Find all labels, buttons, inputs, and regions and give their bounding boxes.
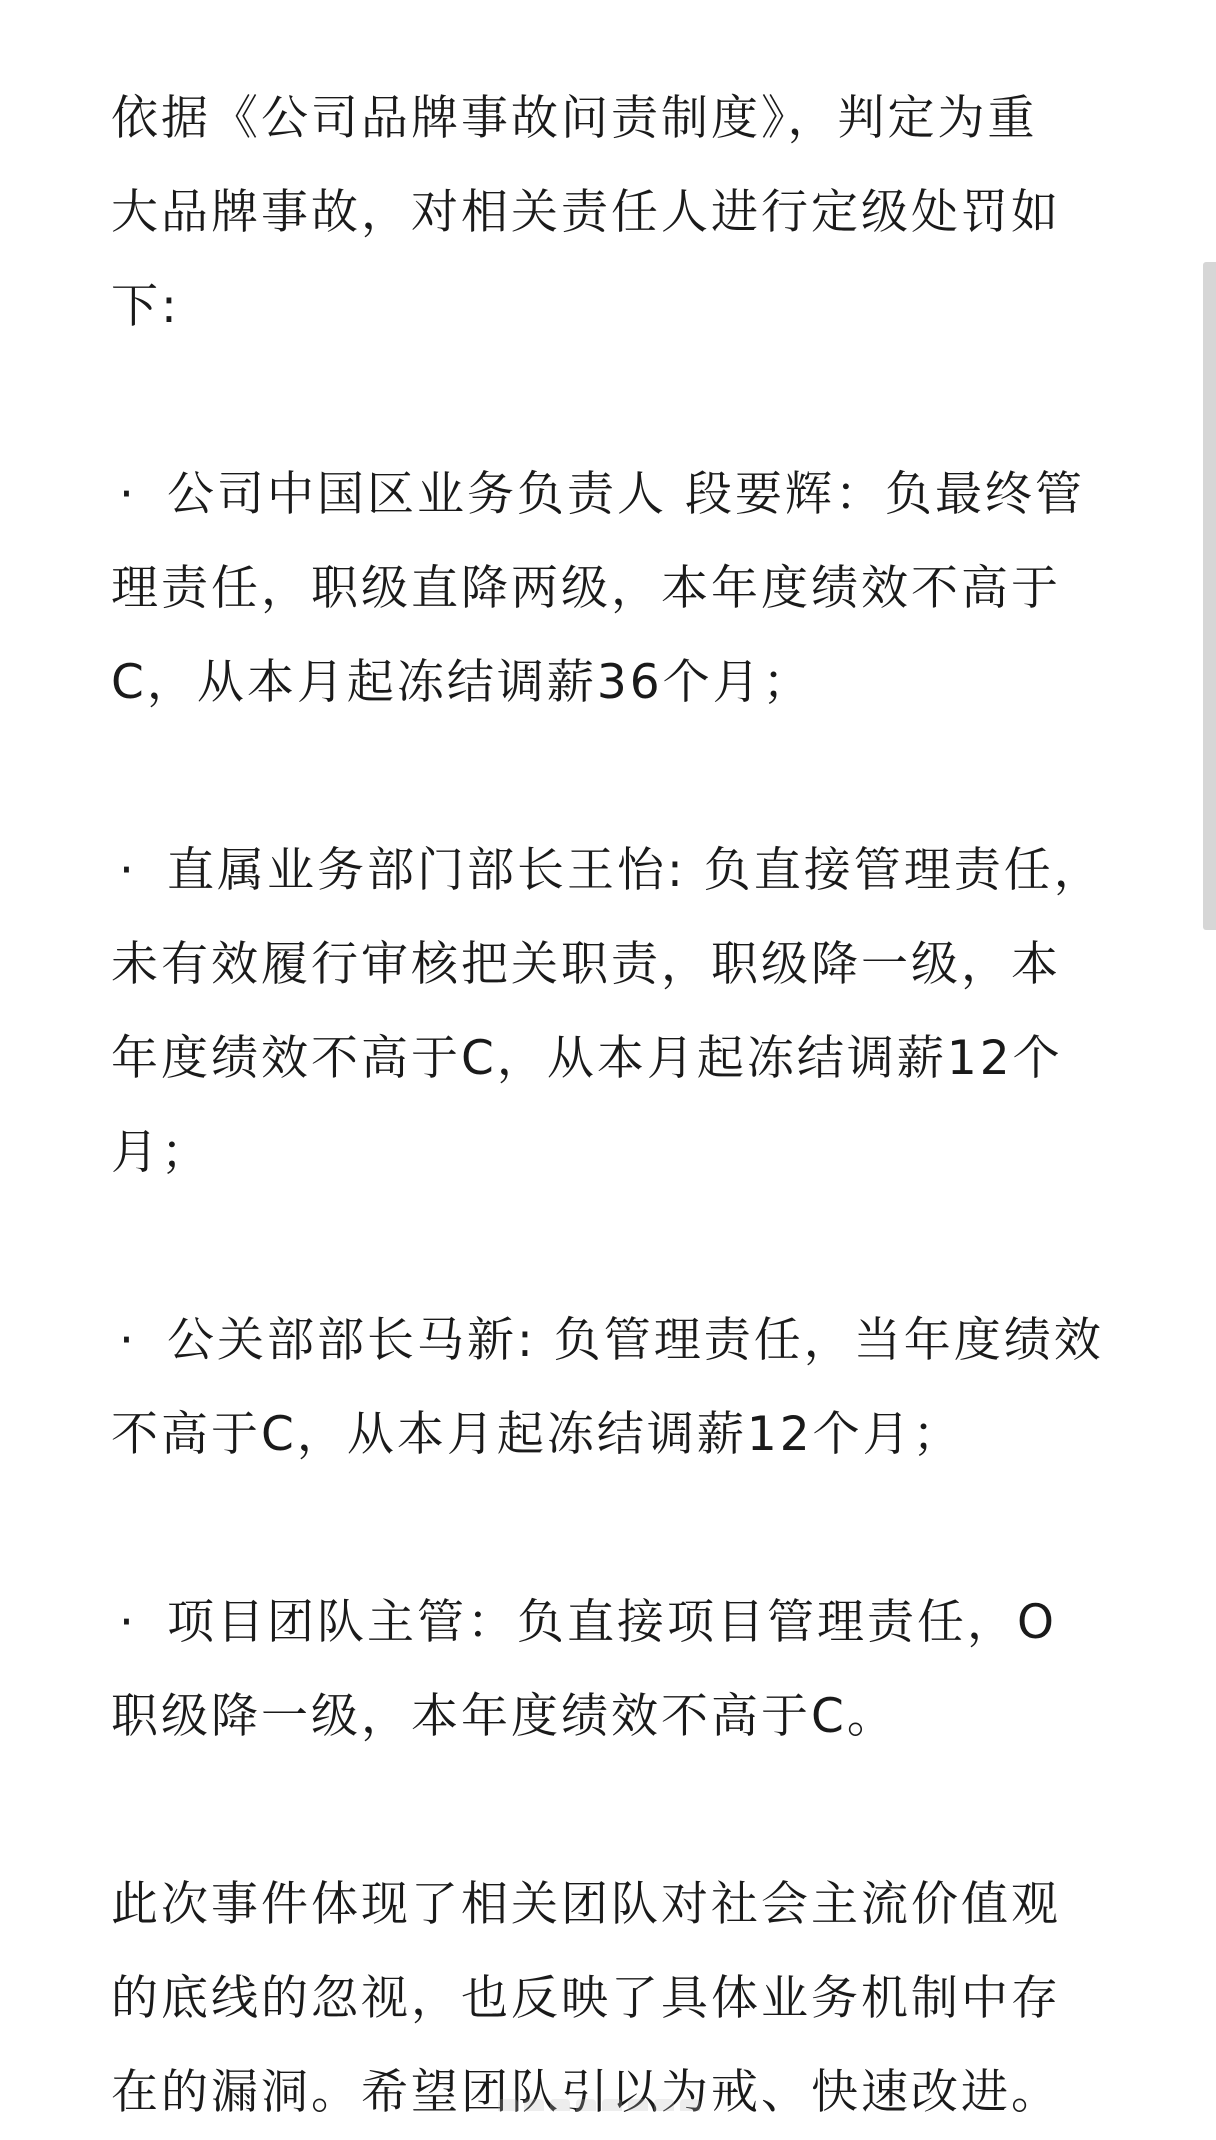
watermark-icon [498, 2090, 724, 2111]
item-line: 直属业务部门部长王怡: 负直接管理责任， [167, 843, 1104, 898]
item-line: 公关部部长马新: 负管理责任，当年度绩效 [167, 1313, 1104, 1368]
penalty-item-3 [111, 1294, 1111, 1482]
closing-line: 在的漏洞。希望团队引以为戒、快速改进。 [111, 2065, 1061, 2120]
item-line: 理责任，职级直降两级，本年度绩效不高于 [111, 561, 1061, 616]
intro-line: 依据《公司品牌事故问责制度》，判定为重 [111, 91, 1038, 146]
closing-line: 此次事件体现了相关团队对社会主流价值观 [111, 1877, 1061, 1932]
item-line: 月； [111, 1125, 211, 1180]
item-line: 公司中国区业务负责人 段要辉：负最终管 [167, 467, 1085, 522]
item-line: 年度绩效不高于C，从本月起冻结调薪12个 [111, 1031, 1063, 1086]
intro-paragraph [111, 72, 1111, 354]
penalty-item-2 [111, 824, 1111, 1200]
bullet-icon: · [119, 843, 137, 898]
item-line: C，从本月起冻结调薪36个月； [111, 655, 813, 710]
intro-line: 下: [111, 279, 180, 334]
item-line: 职级降一级，本年度绩效不高于C。 [111, 1689, 897, 1744]
item-line: 项目团队主管：负直接项目管理责任，O [167, 1595, 1057, 1650]
document-body [111, 72, 1111, 2140]
bullet-icon: · [119, 467, 137, 522]
scrollbar-thumb[interactable] [1203, 262, 1216, 930]
bullet-icon: · [119, 1313, 137, 1368]
intro-line: 大品牌事故，对相关责任人进行定级处罚如 [111, 185, 1061, 240]
item-line: 不高于C，从本月起冻结调薪12个月； [111, 1407, 963, 1462]
penalty-item-4 [111, 1576, 1111, 1764]
item-line: 未有效履行审核把关职责，职级降一级，本 [111, 937, 1061, 992]
bullet-icon: · [119, 1595, 137, 1650]
penalty-item-1 [111, 448, 1111, 730]
closing-line: 的底线的忽视，也反映了具体业务机制中存 [111, 1971, 1061, 2026]
